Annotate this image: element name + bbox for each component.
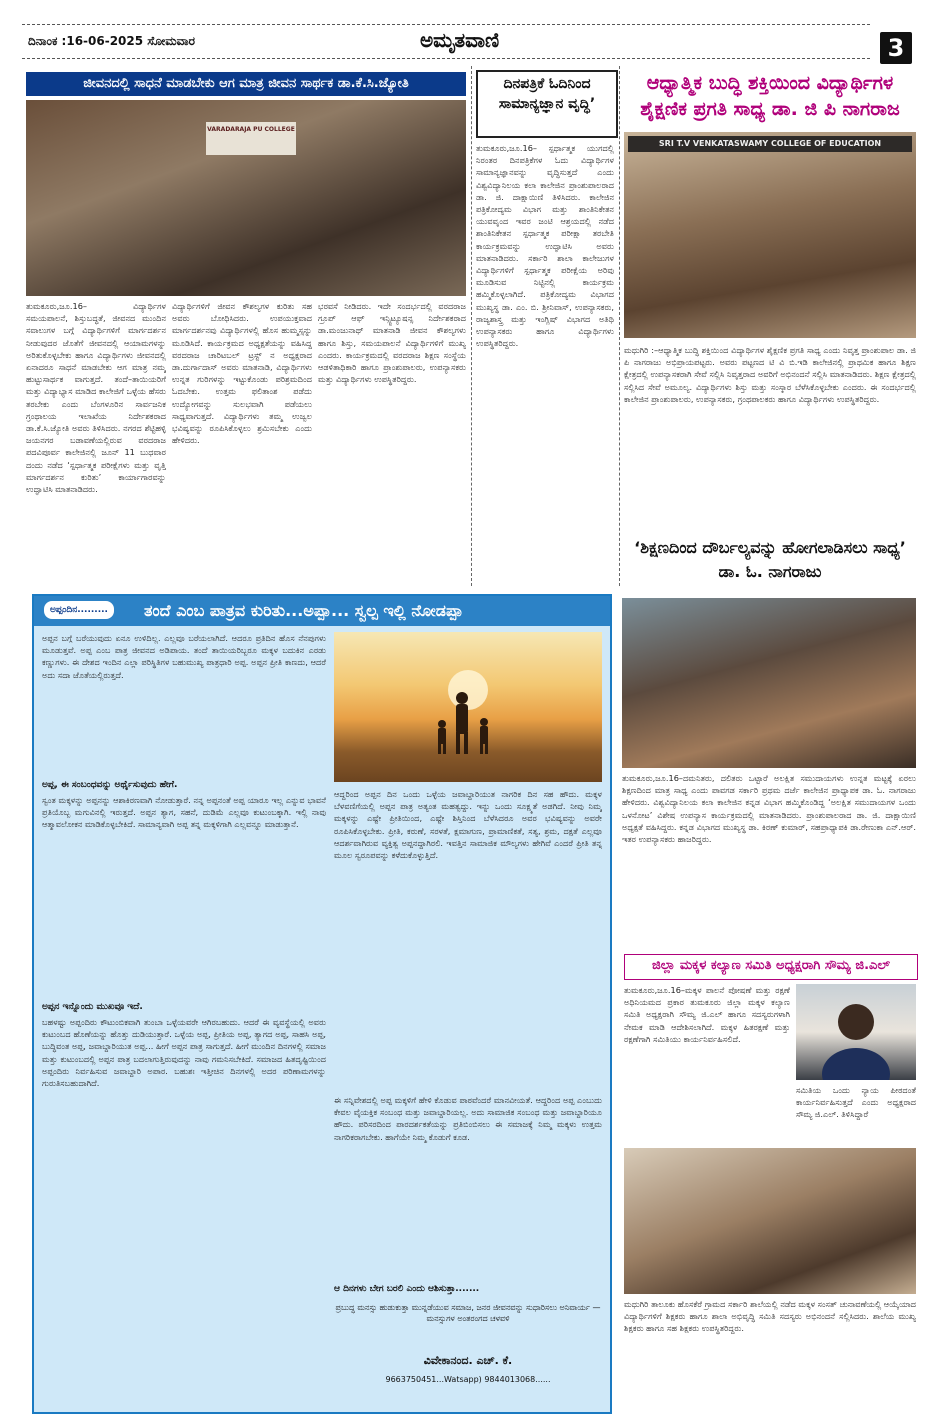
feature-closing: ಆ ದಿನಗಳು ಬೇಗ ಬರಲಿ ಎಂದು ಆಶಿಸುತ್ತಾ....... bbox=[334, 1284, 480, 1294]
article2-headline: ದಿನಪತ್ರಿಕೆ ಓದಿನಿಂದ ಸಾಮಾನ್ಯಜ್ಞಾನ ವೃದ್ಧಿ’ bbox=[476, 70, 618, 138]
article6-caption: ಮಧುಗಿರಿ ತಾಲೂಕು ಹೊಸಕೆರೆ ಗ್ರಾಮದ ಸರ್ಕಾರಿ ಶಾಲೆಯಲ್ಲಿ ನಡೆದ ಮಕ್ಕಳ ಸಂಸತ್ ಚುನಾವಣೆಯಲ್ಲಿ ಆಯ್ಕೆಯಾದ ವಿದ್ಯಾರ್ಥಿಗಳಿಗೆ ಶಿಕ್ಷಕರು ಹಾಗೂ ಶಾಲಾ ಅಭಿವೃದ್ಧಿ ಸಮಿತಿ ಸದಸ್ಯರು ಅಭಿನಂದನೆ ಸಲ್ಲಿಸಿದರು. ಶಾಲೆಯ ಮುಖ್ಯ ಶಿಕ್ಷಕರು ಹಾಗೂ ಸಹ ಶಿಕ್ಷಕರು ಉಪಸ್ಥಿತರಿದ್ದರು. bbox=[624, 1299, 916, 1334]
article1-column-3: ಭರವಸೆ ನೀಡಿದರು. ಇದೇ ಸಂದರ್ಭದಲ್ಲಿ ವರದರಾಜ ಗ್ರೂಪ್ ಆಫ್ ಇನ್ಸ್ಟಿಟ್ಯೂಷನ್ಸ ನಿರ್ದೇಶಕರಾದ ಡಾ.ಮಂಜುನಾಥ್ ಮಾತನಾಡಿ ಜೀವನ ಕೌಶಲ್ಯಗಳು ಹಾಗೂ ಶಿಸ್ತು, ಸಮಯಪಾಲನೆ ವಿದ್ಯಾರ್ಥಿಗಳಿಗೆ ಮುಖ್ಯ ಎಂದರು. ಕಾರ್ಯಕ್ರಮದಲ್ಲಿ ವರದರಾಜ ಶಿಕ್ಷಣ ಸಂಸ್ಥೆಯ ಆಡಳಿತಾಧಿಕಾರಿ ಹಾಗೂ ಪ್ರಾಂಶುಪಾಲರು, ಉಪನ್ಯಾಸಕರು ಮತ್ತು ವಿದ್ಯಾರ್ಥಿಗಳು ಉಪಸ್ಥಿತರಿದ್ದರು. bbox=[318, 301, 466, 385]
feature-phone: 9663750451...Watsapp) 9844013068...... bbox=[385, 1375, 551, 1384]
feature-para-2: ಬಹಳಷ್ಟು ಅಪ್ಪಂದಿರು ಕೌಟುಂಬಿಕವಾಗಿ ತುಂಬಾ ಒಳ್ಳೆಯವರೇ ಆಗಿರಬಹುದು. ಆದರೆ ಈ ವ್ಯವಸ್ಥೆಯಲ್ಲಿ ಅವರು ಕುಟುಂಬದ ಹೊಣೆಯನ್ನು ಹೊತ್ತು ದುಡಿಯುತ್ತಾರೆ. ಒಳ್ಳೆಯ ಅಪ್ಪ, ಪ್ರೀತಿಯ ಅಪ್ಪ, ತ್ಯಾಗದ ಅಪ್ಪ, ಸಾಹಸಿ ಅಪ್ಪ, ಬುದ್ಧಿವಂತ ಅಪ್ಪ, ಜವಾಬ್ದಾರಿಯುತ ಅಪ್ಪ... ಹೀಗೆ ಅಪ್ಪನ ಪಾತ್ರ ಸಾಗುತ್ತದೆ. ಹೀಗೆ ಮುಂದಿನ ದಿನಗಳಲ್ಲಿ ಸಮಾಜ ಮತ್ತು ಕುಟುಂಬದಲ್ಲಿ ಅಪ್ಪನ ಪಾತ್ರ ಬದಲಾಗುತ್ತಿರುವುದನ್ನು ನಾವು ಗಮನಿಸಬೇಕಿದೆ. ಸಮಾಜದ ಹಿತದೃಷ್ಟಿಯಿಂದ ಅಪ್ಪಂದಿರು ನಿರ್ವಹಿಸುವ ಜವಾಬ್ದಾರಿ ಅಪಾರ. ಬಹುಶಃ ಇತ್ತೀಚಿನ ದಿನಗಳಲ್ಲಿ ಅದರ ಪರಿಣಾಮಗಳನ್ನು ಗುರುತಿಸಬಹುದಾಗಿದೆ. bbox=[42, 1017, 326, 1089]
article3-body: ಮಧುಗಿರಿ :–ಆಧ್ಯಾತ್ಮಿಕ ಬುದ್ಧಿ ಶಕ್ತಿಯಿಂದ ವಿದ್ಯಾರ್ಥಿಗಳ ಶೈಕ್ಷಣಿಕ ಪ್ರಗತಿ ಸಾಧ್ಯ ಎಂದು ನಿವೃತ್ತ ಪ್ರಾಂಶುಪಾಲ ಡಾ. ಜಿ ಪಿ ನಾಗರಾಜು ಅಭಿಪ್ರಾಯಪಟ್ಟರು. ಅವರು ಪಟ್ಟಣದ ಟಿ ವಿ ಬಿ.ಇಡಿ ಕಾಲೇಜಿನಲ್ಲಿ ಪ್ರಾಥಮಿಕ ಹಾಗೂ ಶಿಕ್ಷಣ ಕ್ಷೇತ್ರದಲ್ಲಿ ಉಪನ್ಯಾಸಕರಾಗಿ ಸೇವೆ ಸಲ್ಲಿಸಿ ನಿವೃತ್ತರಾದ ಅವರಿಗೆ ಅಭಿನಂದನೆ ಸಲ್ಲಿಸಿ ಮಾತನಾಡಿದರು. ಶಿಕ್ಷಣ ಕ್ಷೇತ್ರದಲ್ಲಿ ಸಲ್ಲಿಸಿದ ಸೇವೆ ಅಮೂಲ್ಯ. ವಿದ್ಯಾರ್ಥಿಗಳು ಶಿಸ್ತು ಮತ್ತು ಸಂಸ್ಕಾರ ಬೆಳೆಸಿಕೊಳ್ಳಬೇಕು ಎಂದರು. ಈ ಸಂದರ್ಭದಲ್ಲಿ ಕಾಲೇಜಿನ ಪ್ರಾಂಶುಪಾಲರು, ಉಪನ್ಯಾಸಕರು, ಗ್ರಂಥಪಾಲಕರು ಹಾಗೂ ವಿದ್ಯಾರ್ಥಿಗಳು ಉಪಸ್ಥಿತರಿದ್ದರು. bbox=[624, 345, 916, 404]
article1-photo bbox=[26, 100, 466, 296]
feature-box bbox=[32, 594, 612, 1414]
article5-body: ತುಮಕೂರು,ಜೂ.16–ಮಕ್ಕಳ ಪಾಲನೆ ಪೋಷಣೆ ಮತ್ತು ರಕ್ಷಣೆ ಅಧಿನಿಯಮದ ಪ್ರಕಾರ ತುಮಕೂರು ಜಿಲ್ಲಾ ಮಕ್ಕಳ ಕಲ್ಯಾಣ ಸಮಿತಿ ಅಧ್ಯಕ್ಷರಾಗಿ ಸೌಮ್ಯ ಜಿ.ಎಲ್ ಹಾಗೂ ಸದಸ್ಯರುಗಳಾಗಿ ನೇಮಕ ಮಾಡಿ ಆದೇಶಿಸಲಾಗಿದೆ. ಮಕ್ಕಳ ಹಿತರಕ್ಷಣೆ ಮತ್ತು ರಕ್ಷಣೆಗಾಗಿ ಸಮಿತಿಯು ಕಾರ್ಯನಿರ್ವಹಿಸಲಿದೆ. bbox=[624, 985, 790, 1044]
article5-body-cont bbox=[624, 1084, 790, 1142]
article1-column-1: ತುಮಕೂರು,ಜೂ.16– ವಿದ್ಯಾರ್ಥಿಗಳ ಸಮಯಪಾಲನೆ, ಶಿಸ್ತುಬದ್ಧತೆ, ಜೀವನದ ಮುಂದಿನ ಸವಾಲುಗಳ ಬಗ್ಗೆ ವಿದ್ಯಾರ್ಥಿಗಳಿಗೆ ಮಾರ್ಗದರ್ಶನ ನೀಡುವುದರ ಜೊತೆಗೆ ಜೀವನದಲ್ಲಿ ಆಯಾಮಗಳನ್ನು ಅರಿತುಕೊಳ್ಳಬೇಕು ಹಾಗೂ ವಿದ್ಯಾರ್ಥಿಗಳು ಜೀವನದಲ್ಲಿ ಏನಾದರೂ ಸಾಧನೆ ಮಾಡಬೇಕು ಆಗ ಮಾತ್ರ ನಮ್ಮ ಹುಟ್ಟುಸಾರ್ಥಕ ವಾಗುತ್ತದೆ. ತಂದೆ–ತಾಯಿಯರಿಗೆ ಮತ್ತು ವಿದ್ಯಾಭ್ಯಾಸ ಮಾಡಿದ ಕಾಲೇಜಿಗೆ ಒಳ್ಳೆಯ ಹೆಸರು ತರಬೇಕು ಎಂದು ಬೆಂಗಳೂರಿನ ಸಾರ್ವಜನಿಕ ಗ್ರಂಥಾಲಯ ಇಲಾಖೆಯ ನಿರ್ದೇಶಕರಾದ ಡಾ.ಕೆ.ಸಿ.ಜ್ಯೋತಿ ಅವರು ತಿಳಿಸಿದರು. ನಗರದ ಶೆಟ್ಟಿಹಳ್ಳಿ ಜಯನಗರ ಬಡಾವಣೆಯಲ್ಲಿರುವ ವರದರಾಜ ಪದವಿಪೂರ್ವ ಕಾಲೇಜಿನಲ್ಲಿ ಜೂನ್ 11 ಬುಧವಾರ ದಂದು ನಡೆದ ‘ಸ್ಪರ್ಧಾತ್ಮಕ ಪರೀಕ್ಷೆಗಳು ಮತ್ತು ವೃತ್ತಿ ಮಾರ್ಗದರ್ಶನ ಕುರಿತು’ ಕಾರ್ಯಾಗಾರವನ್ನು ಉದ್ಘಾಟಿಸಿ ಮಾತನಾಡಿದರು. bbox=[26, 301, 166, 495]
feature-para-3: ಆದ್ದರಿಂದ ಅಪ್ಪನ ದಿನ ಒಂದು ಒಳ್ಳೆಯ ಜವಾಬ್ದಾರಿಯುತ ನಾಗರಿಕ ದಿನ ಸಹ ಹೌದು. ಮಕ್ಕಳ ಬೆಳವಣಿಗೆಯಲ್ಲಿ ಅಪ್ಪನ ಪಾತ್ರ ಅತ್ಯಂತ ಮಹತ್ವದ್ದು. ಇನ್ನು ಒಂದು ಸೂಕ್ಷ್ಮತೆ ಅಡಗಿದೆ. ನೀವು ನಿಮ್ಮ ಮಕ್ಕಳನ್ನು ಎಷ್ಟೇ ಪ್ರೀತಿಯಿಂದ, ಎಷ್ಟೇ ಶಿಸ್ತಿನಿಂದ ಬೆಳೆಸಿದರೂ ಅವರ ಭವಿಷ್ಯವನ್ನು ಅವರೇ ರೂಪಿಸಿಕೊಳ್ಳಬೇಕು. ಪ್ರೀತಿ, ಕರುಣೆ, ಸರಳತೆ, ಕ್ಷಮಾಗುಣ, ಪ್ರಾಮಾಣಿಕತೆ, ಸತ್ಯ, ಶ್ರಮ, ದಕ್ಷತೆ ಎಲ್ಲವೂ ಆದರ್ಶವಾಗಿರುವ ವ್ಯಕ್ತಿತ್ವ ಅಪ್ಪನದ್ದಾಗಿರಲಿ. ಇವತ್ತಿನ ಸಾಮಾಜಿಕ ಮೌಲ್ಯಗಳು ಹೇಗಿವೆ ಎಂದರೆ ಪ್ರೀತಿ ತನ್ನ ಮೂಲ ಸ್ವರೂಪವನ್ನು ಕಳೆದುಕೊಳ್ಳುತ್ತಿದೆ. bbox=[334, 789, 602, 861]
page-number: 3 bbox=[880, 32, 912, 64]
issue-date: ದಿನಾಂಕ :16-06-2025 ಸೋಮವಾರ bbox=[28, 34, 195, 48]
feature-subhead-2: ಅಪ್ಪನ ಇನ್ನೊಂದು ಮುಖವೂ ಇದೆ. bbox=[42, 1002, 143, 1012]
article1-photo-sign: VARADARAJA PU COLLEGE bbox=[206, 122, 296, 155]
feature-author: ವಿವೇಕಾನಂದ. ಎಚ್. ಕೆ. bbox=[423, 1354, 513, 1367]
feature-tag: ಅಪ್ಪಂದಿನ......... bbox=[44, 601, 114, 619]
column-divider-2 bbox=[619, 66, 620, 586]
article4-body: ತುಮಕೂರು,ಜೂ.16–ದಮನಿತರು, ದಲಿತರು ಒಟ್ಟಾರೆ ಅಲಕ್ಷಿತ ಸಮುದಾಯಗಳು ಉನ್ನತ ಮಟ್ಟಕ್ಕೆ ಏರಲು ಶಿಕ್ಷಣದಿಂದ ಮಾತ್ರ ಸಾಧ್ಯ ಎಂದು ಪಾವಗಡ ಸರ್ಕಾರಿ ಪ್ರಥಮ ದರ್ಜೆ ಕಾಲೇಜಿನ ಪ್ರಾಧ್ಯಾಪಕ ಡಾ. ಓ. ನಾಗರಾಜು ಹೇಳಿದರು. ವಿಶ್ವವಿದ್ಯಾನಿಲಯ ಕಲಾ ಕಾಲೇಜಿನ ಕನ್ನಡ ವಿಭಾಗ ಹಮ್ಮಿಕೊಂಡಿದ್ದ ‘ಅಲಕ್ಷಿತ ಸಮುದಾಯಗಳ ಒಂದು ಒಳನೋಟ’ ವಿಶೇಷ ಉಪನ್ಯಾಸ ಕಾರ್ಯಕ್ರಮದಲ್ಲಿ ಮಾತನಾಡಿದರು. ಪ್ರಾಂಶುಪಾಲರಾದ ಡಾ. ಜಿ. ದಾಕ್ಷಾಯಿಣಿ ಅಧ್ಯಕ್ಷತೆ ವಹಿಸಿದ್ದರು. ಕನ್ನಡ ವಿಭಾಗದ ಮುಖ್ಯಸ್ಥ ಡಾ. ಕಿರಣ್ ಕುಮಾರ್, ಸಹಪ್ರಾಧ್ಯಾಪಕಿ ಡಾ.ರೇಣುಕಾ ಎನ್.ಆರ್. ಇತರ ಉಪನ್ಯಾಸಕರು ಹಾಜರಿದ್ದರು. bbox=[622, 773, 916, 845]
article5-caption: ಸಮಿತಿಯ ಒಂದು ನ್ಯಾಯ ಪೀಠದಂತೆ ಕಾರ್ಯನಿರ್ವಹಿಸುತ್ತದೆ ಎಂದು ಅಧ್ಯಕ್ಷರಾದ ಸೌಮ್ಯ ಜಿ.ಎಲ್. ತಿಳಿಸಿದ್ದಾರೆ bbox=[796, 1085, 916, 1120]
header-rule-top bbox=[22, 24, 870, 25]
article3-photo bbox=[624, 132, 916, 338]
father-children-silhouette-icon bbox=[334, 632, 602, 782]
feature-footnote: ಪ್ರಬುದ್ಧ ಮನಸ್ಸು ಹುಡುಕುತ್ತಾ ಮುನ್ನಡೆಯುವ ಸಮಾಜ, ಜನರ ಜೀವನವನ್ನು ಸುಧಾರಿಸಲು ಅನಿವಾರ್ಯ — ಮನಸ್ಸುಗಳ ಅಂತರಂಗದ ಚಳವಳಿ bbox=[335, 1303, 601, 1323]
feature-headline: ತಂದೆ ಎಂಬ ಪಾತ್ರವ ಕುರಿತು...ಅಪ್ಪಾ... ಸ್ವಲ್ಪ ಇಲ್ಲಿ ನೋಡಪ್ಪಾ bbox=[144, 601, 464, 620]
article5-portrait bbox=[796, 984, 916, 1080]
portrait-person-icon bbox=[796, 984, 916, 1080]
feature-para-4: ಈ ಸನ್ನಿವೇಶದಲ್ಲಿ ಅಪ್ಪ ಮಕ್ಕಳಿಗೆ ಹೇಳಿ ಕೊಡುವ ಪಾಠವೆಂದರೆ ಮಾನವೀಯತೆ. ಆದ್ದರಿಂದ ಅಪ್ಪ ಎಂಬುದು ಕೇವಲ ವೈಯಕ್ತಿಕ ಸಂಬಂಧ ಮತ್ತು ಜವಾಬ್ದಾರಿಯಲ್ಲ. ಅದು ಸಾಮಾಜಿಕ ಸಂಬಂಧ ಮತ್ತು ಜವಾಬ್ದಾರಿಯೂ ಹೌದು. ಪರಿಸರದಿಂದ ಪಾರದರ್ಶಕತೆಯನ್ನು ಪ್ರತಿಬಿಂಬಿಸಲು ಈ ಸಮಾಜಕ್ಕೆ ನಿಮ್ಮ ಮಕ್ಕಳು ಉತ್ತಮ ನಾಗರಿಕರಾಗಬೇಕು. ಹಾಗೆಯೇ ನಿಮ್ಮ ಕೊಡುಗೆ ಕೂಡ. bbox=[334, 1095, 602, 1142]
article5-headline: ಜಿಲ್ಲಾ ಮಕ್ಕಳ ಕಲ್ಯಾಣ ಸಮಿತಿ ಅಧ್ಯಕ್ಷರಾಗಿ ಸೌಮ್ಯ ಜಿ.ಎಲ್ bbox=[624, 954, 918, 980]
header-rule-bottom bbox=[22, 58, 870, 59]
feature-sunset-photo bbox=[334, 632, 602, 782]
article1-column-2: ವಿದ್ಯಾರ್ಥಿಗಳಿಗೆ ಜೀವನ ಕೌಶಲ್ಯಗಳ ಕುರಿತು ಸಹ ಅವರು ಬೋಧಿಸಿದರು. ಉಪಯುಕ್ತವಾದ ಮಾರ್ಗದರ್ಶನವು ವಿದ್ಯಾರ್ಥಿಗಳಲ್ಲಿ ಹೊಸ ಹುಮ್ಮಸ್ಸನ್ನು ಮೂಡಿಸಿದೆ. ಕಾರ್ಯಕ್ರಮದ ಅಧ್ಯಕ್ಷತೆಯನ್ನು ವಹಿಸಿದ್ದ ವರದರಾಜ ಚಾರಿಟಬಲ್ ಟ್ರಸ್ಟ್ ನ ಅಧ್ಯಕ್ಷರಾದ ಡಾ.ದುರ್ಗಾದಾಸ್ ಅವರು ಮಾತನಾಡಿ, ವಿದ್ಯಾರ್ಥಿಗಳು ಉನ್ನತ ಗುರಿಗಳನ್ನು ಇಟ್ಟುಕೊಂಡು ಪರಿಶ್ರಮದಿಂದ ಓದಬೇಕು. ಉತ್ತಮ ಫಲಿತಾಂಶ ಪಡೆದು ಉದ್ಯೋಗವನ್ನು ಸುಲಭವಾಗಿ ಪಡೆಯಲು ಸಾಧ್ಯವಾಗುತ್ತದೆ. ವಿದ್ಯಾರ್ಥಿಗಳು ತಮ್ಮ ಉಜ್ವಲ ಭವಿಷ್ಯವನ್ನು ರೂಪಿಸಿಕೊಳ್ಳಲು ಶ್ರಮಿಸಬೇಕು ಎಂದು ಹೇಳಿದರು. bbox=[172, 301, 312, 446]
feature-headline-bar bbox=[34, 596, 610, 626]
feature-intro: ಅಪ್ಪನ ಬಗ್ಗೆ ಬರೆಯುವುದು ಏನೂ ಉಳಿದಿಲ್ಲ. ಎಲ್ಲವೂ ಬರೆಯಲಾಗಿದೆ. ಆದರೂ ಪ್ರತಿದಿನ ಹೊಸ ನೆನಪುಗಳು ಮೂಡುತ್ತವೆ. ಅಪ್ಪ ಎಂಬ ಪಾತ್ರ ಜೀವನದ ಅಡಿಪಾಯ. ತಂದೆ ತಾಯಿಯರಿಬ್ಬರೂ ಮಕ್ಕಳ ಬದುಕಿನ ಎರಡು ಕಣ್ಣುಗಳು. ಈ ದೇಶದ ಇಂದಿನ ಎಲ್ಲಾ ಪರಿಸ್ಥಿತಿಗಳ ಬಹುಮುಖ್ಯ ಪಾತ್ರಧಾರಿ ಅಪ್ಪ. ಅಪ್ಪನ ಪ್ರೀತಿ ಕಾಣದು, ಆದರೆ ಅದು ಸದಾ ಜೊತೆಯಲ್ಲಿರುತ್ತದೆ. bbox=[42, 633, 326, 680]
article1-headline: ಜೀವನದಲ್ಲಿ ಸಾಧನೆ ಮಾಡಬೇಕು ಆಗ ಮಾತ್ರ ಜೀವನ ಸಾರ್ಥಕ ಡಾ.ಕೆ.ಸಿ.ಜ್ಯೋತಿ bbox=[26, 72, 466, 96]
masthead-title: ಅಮೃತವಾಣಿ bbox=[420, 28, 500, 52]
article3-headline: ಆಧ್ಯಾತ್ಮಿಕ ಬುದ್ಧಿ ಶಕ್ತಿಯಿಂದ ವಿದ್ಯಾರ್ಥಿಗಳ ಶೈಕ್ಷಣಿಕ ಪ್ರಗತಿ ಸಾಧ್ಯ ಡಾ. ಜಿ ಪಿ ನಾಗರಾಜ bbox=[640, 72, 900, 120]
column-divider bbox=[471, 66, 472, 586]
article4-photo bbox=[622, 598, 916, 768]
article6-photo bbox=[624, 1148, 916, 1294]
article2-body: ತುಮಕೂರು,ಜೂ.16– ಸ್ಪರ್ಧಾತ್ಮಕ ಯುಗದಲ್ಲಿ ನಿರಂತರ ದಿನಪತ್ರಿಕೆಗಳ ಓದು ವಿದ್ಯಾರ್ಥಿಗಳ ಸಾಮಾನ್ಯಜ್ಞಾನವನ್ನು ವೃದ್ಧಿಸುತ್ತದೆ ಎಂದು ವಿಶ್ವವಿದ್ಯಾನಿಲಯ ಕಲಾ ಕಾಲೇಜಿನ ಪ್ರಾಂಶುಪಾಲರಾದ ಡಾ. ಜಿ. ದಾಕ್ಷಾಯಿಣಿ ತಿಳಿಸಿದರು. ಕಾಲೇಜಿನ ಪತ್ರಿಕೋದ್ಯಮ ವಿಭಾಗ ಮತ್ತು ಶಾಂತಿನಿಕೇತನ ಯುವವೃಂದ ಇವರ ಜಂಟಿ ಆಶ್ರಯದಲ್ಲಿ ನಡೆದ ಶಾಂತಿನಿಕೇತನ ಸ್ಪರ್ಧಾತ್ಮಕ ಪರೀಕ್ಷಾ ತರಬೇತಿ ಕಾರ್ಯಕ್ರಮವನ್ನು ಉದ್ಘಾಟಿಸಿ ಅವರು ಮಾತನಾಡಿದರು. ಸರ್ಕಾರಿ ಶಾಲಾ ಕಾಲೇಜುಗಳ ವಿದ್ಯಾರ್ಥಿಗಳಿಗೆ ಸ್ಪರ್ಧಾತ್ಮಕ ಪರೀಕ್ಷೆಯ ಅರಿವು ಮೂಡಿಸುವ ನಿಟ್ಟಿನಲ್ಲಿ ಕಾರ್ಯಕ್ರಮ ಹಮ್ಮಿಕೊಳ್ಳಲಾಗಿದೆ. ಪತ್ರಿಕೋದ್ಯಮ ವಿಭಾಗದ ಮುಖ್ಯಸ್ಥ ಡಾ. ಎಂ. ಬಿ. ಶ್ರೀನಿವಾಸ್, ಉಪನ್ಯಾಸಕರು, ರಾಜ್ಯಶಾಸ್ತ್ರ ಮತ್ತು ಇಂಗ್ಲಿಷ್ ವಿಭಾಗದ ಅತಿಥಿ ಉಪನ್ಯಾಸಕರು ಹಾಗೂ ವಿದ್ಯಾರ್ಥಿಗಳು ಉಪಸ್ಥಿತರಿದ್ದರು. bbox=[476, 143, 614, 349]
feature-para-1: ಸ್ವಂತ ಮಕ್ಕಳನ್ನು ಅಪ್ಪನನ್ನು ಆಶಾಕಿರಣವಾಗಿ ನೋಡುತ್ತಾರೆ. ನನ್ನ ಅಪ್ಪನಂತೆ ಅಪ್ಪ ಯಾರೂ ಇಲ್ಲ ಎನ್ನುವ ಭಾವನೆ ಪ್ರತಿಯೊಬ್ಬ ಮಗುವಿನಲ್ಲಿ ಇರುತ್ತದೆ. ಅಪ್ಪನ ತ್ಯಾಗ, ಸಹನೆ, ದುಡಿಮೆ ಎಲ್ಲವೂ ಕುಟುಂಬಕ್ಕಾಗಿ. ಇಲ್ಲಿ ನಾವು ಆತ್ಮಾವಲೋಕನ ಮಾಡಿಕೊಳ್ಳಬೇಕಿದೆ. ಸಾಮಾನ್ಯವಾಗಿ ಅಪ್ಪ ತನ್ನ ಮಕ್ಕಳಿಗಾಗಿ ಎಲ್ಲವನ್ನೂ ಮಾಡುತ್ತಾನೆ. bbox=[42, 795, 326, 830]
article4-headline: ‘ಶಿಕ್ಷಣದಿಂದ ದೌರ್ಬಲ್ಯವನ್ನು ಹೋಗಲಾಡಿಸಲು ಸಾಧ್ಯ’ ಡಾ. ಓ. ನಾಗರಾಜು bbox=[634, 538, 906, 581]
article3-photo-sign: SRI T.V VENKATASWAMY COLLEGE OF EDUCATION bbox=[628, 136, 912, 152]
feature-subhead-1: ಅಪ್ಪ, ಈ ಸಂಬಂಧವನ್ನು ಅರ್ಥೈಸುವುದು ಹೇಗೆ. bbox=[42, 780, 178, 790]
